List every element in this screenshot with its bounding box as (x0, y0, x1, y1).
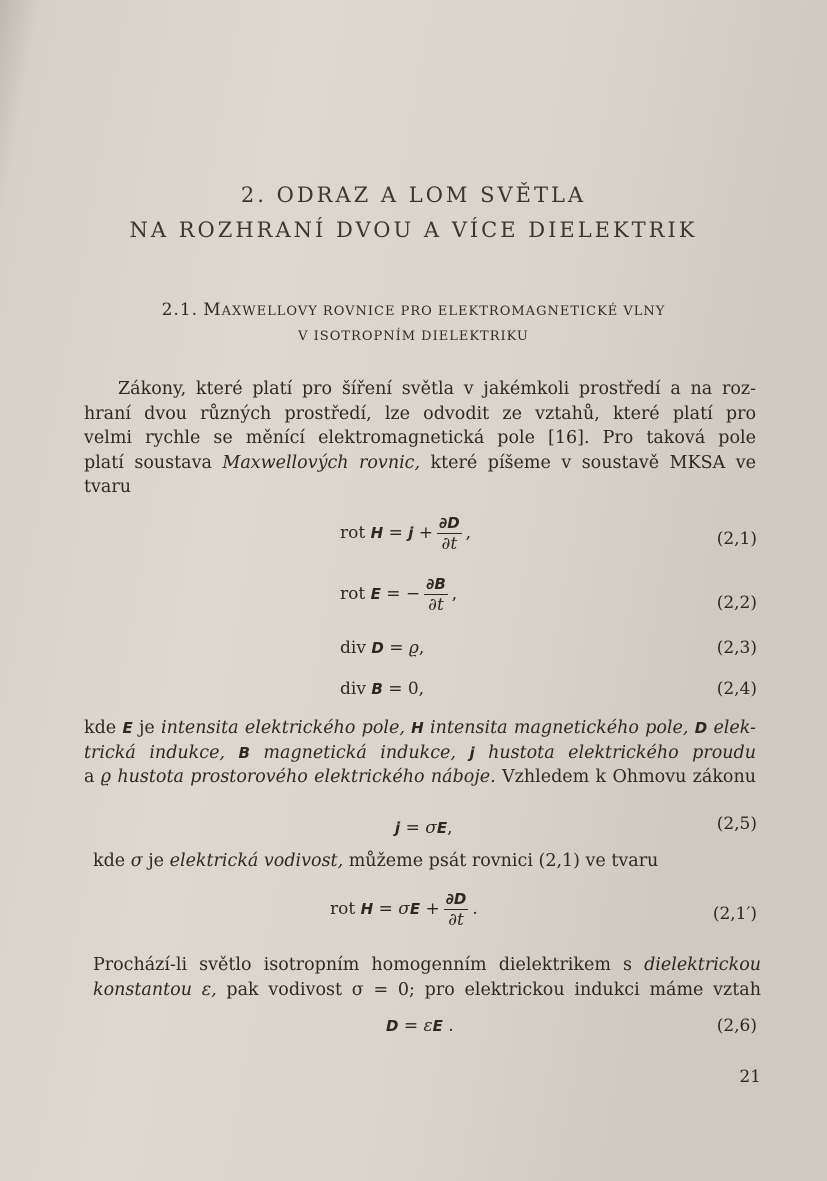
equation-2-2: rot E = − $\frac{\partial B}{\partial t}$ , (340, 575, 458, 615)
intro-paragraph (84, 377, 756, 500)
equation-number: (2,6) (716, 1016, 757, 1036)
text-line: konstantou ε, pak vodivost σ = 0; pro elektrickou indukci máme vztah (93, 979, 761, 1000)
equation-number: (2,3) (716, 638, 757, 658)
equation-number: (2,4) (716, 679, 757, 699)
text-line: Zákony, které platí pro šíření světla v jakémkoli prostředí a na roz- (118, 379, 756, 399)
equation-number: (2,1′) (712, 904, 757, 924)
equation-2-1-prime: rot H = σE + $\frac{\partial D}{\partial t}$ . (330, 890, 478, 930)
equation-2-1: rot H = j + $\frac{\partial D}{\partial t}$ , (340, 514, 472, 554)
equation-number: (2,5) (716, 814, 757, 834)
equation-2-5: j = σE, (395, 818, 453, 838)
equation-2-3: div D = ϱ, (340, 638, 425, 658)
text-line: trická indukce, B magnetická indukce, j hustota elektrického proudu (84, 742, 756, 763)
definitions-paragraph (84, 716, 756, 790)
chapter-title-line-2: NA ROZHRANÍ DVOU A VÍCE DIELEKTRIK (129, 218, 698, 242)
section-heading-rest: AXWELLOVY ROVNICE PRO ELEKTROMAGNETICKÉ VLNY (221, 304, 666, 319)
section-heading-initial: M (203, 300, 222, 320)
text-line: hraní dvou různých prostředí, lze odvodit ze vztahů, které platí pro (84, 403, 756, 424)
text-line: Prochází-li světlo isotropním homogenním dielektrikem s dielektrickou (93, 955, 761, 975)
chapter-title-line-1: 2. ODRAZ A LOM SVĚTLA (240, 183, 587, 207)
dielectric-paragraph (93, 953, 761, 1002)
section-heading-line-2: V ISOTROPNÍM DIELEKTRIKU (298, 329, 529, 344)
page-number: 21 (739, 1067, 761, 1087)
text-line: tvaru (84, 477, 131, 498)
section-heading-line-1 (0, 300, 827, 320)
text-line: a ϱ hustota prostorového elektrického náboje. Vzhledem k Ohmovu zákonu (84, 767, 756, 788)
equation-2-6: D = εE . (386, 1016, 454, 1036)
equation-number: (2,2) (716, 593, 757, 613)
conductivity-line: kde σ je elektrická vodivost, můžeme psát rovnici (2,1) ve tvaru (93, 851, 659, 871)
equation-number: (2,1) (716, 529, 757, 549)
text-line: velmi rychle se měnící elektromagnetická pole [16]. Pro taková pole (84, 428, 756, 449)
section-number: 2.1. (161, 300, 199, 320)
text-line: platí soustava Maxwellových rovnic, které píšeme v soustavě MKSA ve (84, 452, 757, 473)
equation-2-4: div B = 0, (340, 679, 425, 699)
text-line: kde E je intensita elektrického pole, H intensita magnetického pole, D elek- (84, 718, 756, 738)
